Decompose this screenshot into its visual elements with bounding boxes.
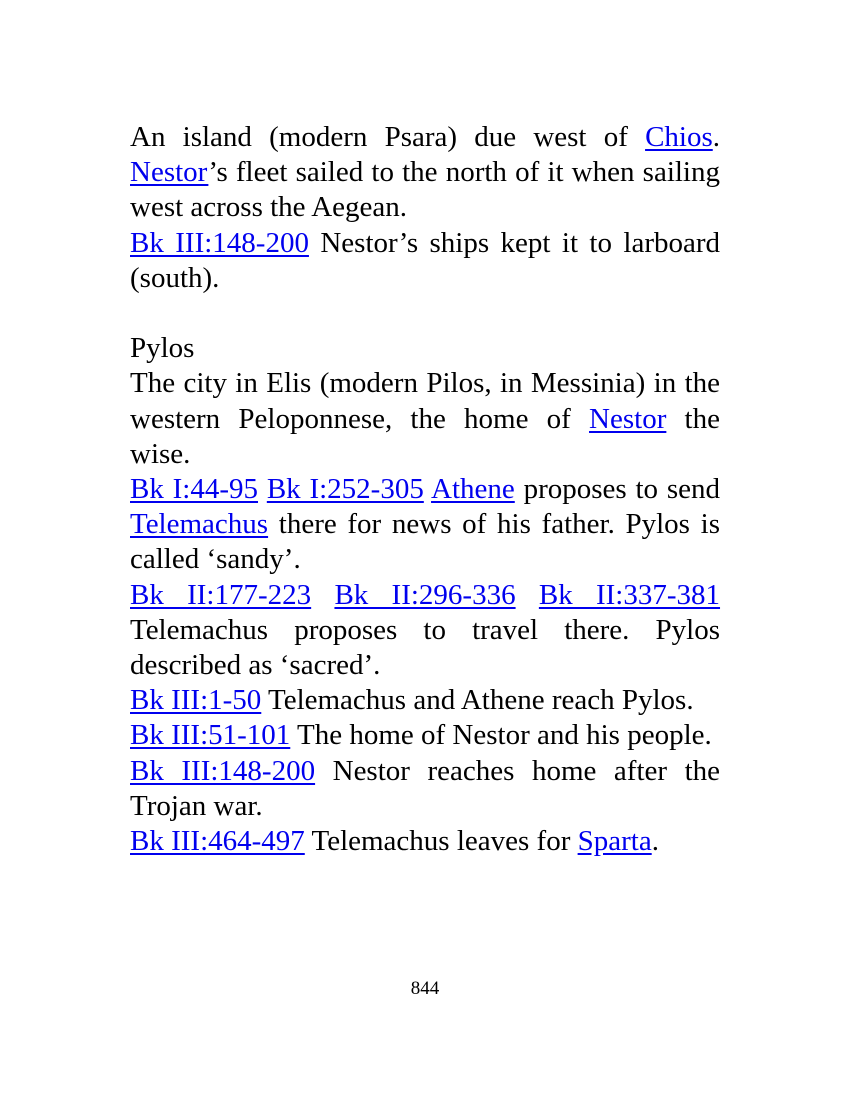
- pylos-reference-6: [130, 824, 720, 859]
- link-athene[interactable]: Athene: [431, 473, 515, 506]
- link-bk2-296-336[interactable]: Bk II:296-336: [334, 578, 516, 611]
- link-bk3-148-200[interactable]: Bk III:148-200: [130, 754, 316, 787]
- link-nestor[interactable]: Nestor: [130, 156, 209, 189]
- link-chios[interactable]: Chios: [645, 121, 713, 153]
- blank-line: [130, 296, 720, 331]
- psyra-text-3: ’s fleet sailed to the north of it when sailing west across the Aegean.: [130, 156, 720, 224]
- pylos-reference-1: [130, 472, 720, 578]
- psyra-description: [130, 120, 720, 226]
- psyra-reference-text: Nestor’s ships kept it to larboard (south).: [130, 226, 721, 294]
- psyra-text-1: An island (modern Psara) due west of: [130, 121, 646, 153]
- pylos-description: [130, 366, 720, 472]
- pylos-reference-5: [130, 754, 720, 824]
- pylos-reference-3: [130, 683, 720, 718]
- pylos-desc-text-1: The city in Elis (modern Pilos, in Messinia) in the western Peloponnese, the home of: [130, 367, 720, 435]
- link-bk3-51-101[interactable]: Bk III:51-101: [130, 719, 291, 752]
- ref2-text: Telemachus proposes to travel there. Pylos described as ‘sacred’.: [130, 613, 720, 682]
- page-number: 844: [410, 978, 440, 999]
- link-telemachus[interactable]: Telemachus: [130, 508, 269, 541]
- ref1-text-2: there for news of his father. Pylos is called ‘sandy’.: [130, 508, 720, 576]
- ref3-text: Telemachus and Athene reach Pylos.: [261, 684, 694, 717]
- psyra-text-2: .: [712, 121, 720, 153]
- ref5-text: Nestor reaches home after the Trojan war.: [130, 754, 721, 822]
- pylos-desc-text-2: the wise.: [130, 402, 720, 470]
- pylos-reference-2: [130, 578, 720, 684]
- entry-heading-pylos: Pylos: [130, 332, 195, 365]
- link-bk1-252-305[interactable]: Bk I:252-305: [266, 473, 424, 506]
- ref6-text-2: .: [651, 825, 659, 858]
- ref6-text-1: Telemachus leaves for: [304, 825, 578, 858]
- link-bk1-44-95[interactable]: Bk I:44-95: [130, 473, 259, 506]
- link-bk3-1-50[interactable]: Bk III:1-50: [130, 684, 262, 717]
- link-bk3-148-200[interactable]: Bk III:148-200: [130, 226, 309, 259]
- link-bk2-337-381[interactable]: Bk II:337-381: [538, 578, 721, 611]
- link-bk2-177-223[interactable]: Bk II:177-223: [130, 578, 312, 611]
- psyra-reference: [130, 226, 720, 296]
- ref4-text: The home of Nestor and his people.: [290, 719, 712, 752]
- page-content: [130, 120, 720, 859]
- ref1-text-1: proposes to send: [514, 473, 720, 506]
- link-bk3-464-497[interactable]: Bk III:464-497: [130, 825, 305, 858]
- link-nestor[interactable]: Nestor: [589, 402, 667, 435]
- pylos-reference-4: [130, 718, 720, 753]
- link-sparta[interactable]: Sparta: [577, 825, 652, 858]
